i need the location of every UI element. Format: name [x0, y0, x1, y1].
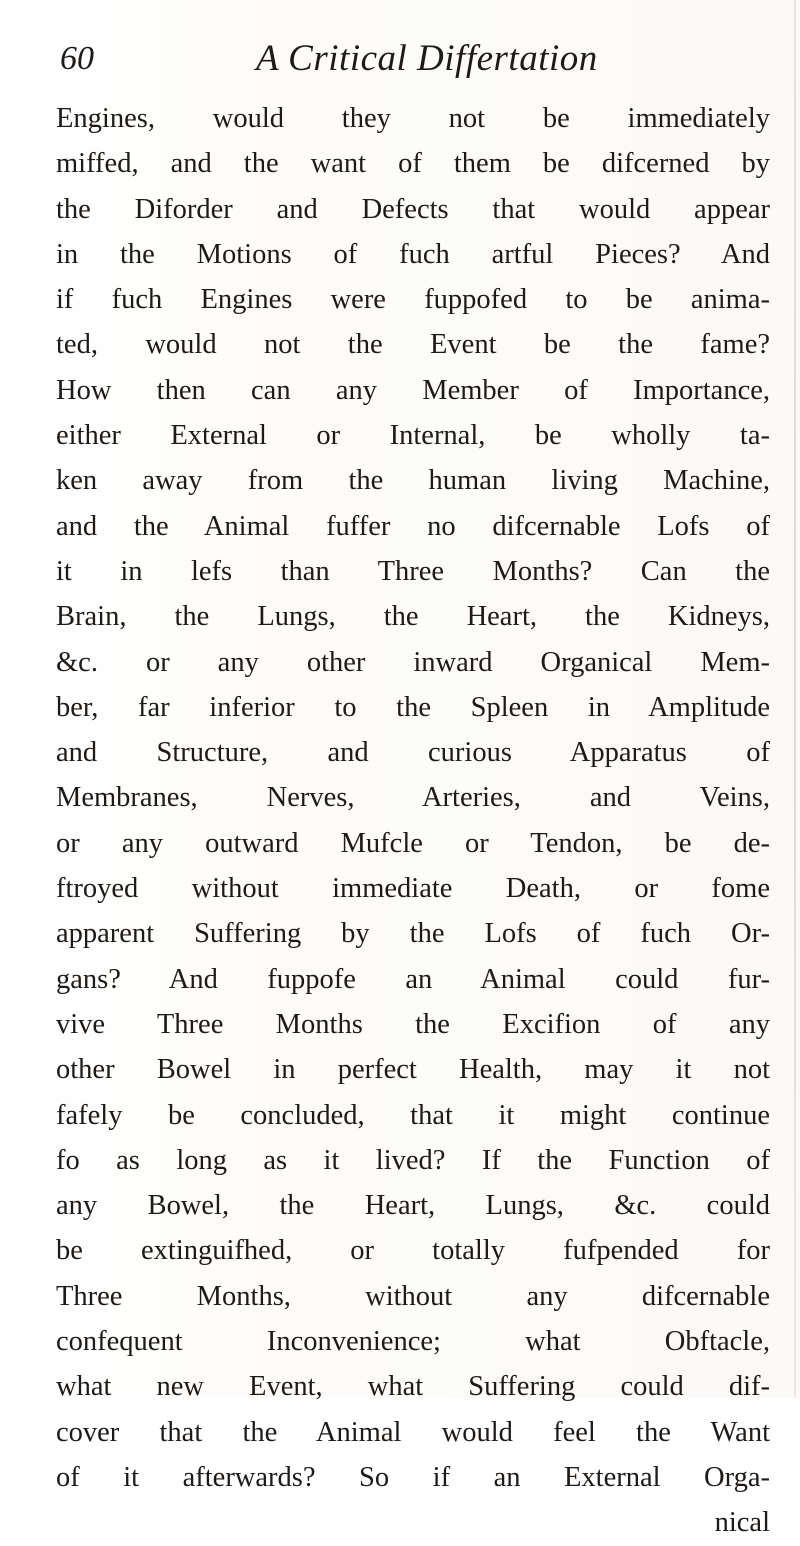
text-line: cover that the Animal would feel the Want: [56, 1416, 770, 1448]
page-header: [60, 34, 760, 84]
text-line: Membranes, Nerves, Arteries, and Veins,: [56, 782, 770, 814]
body-text: [56, 96, 770, 1546]
text-line: Engines, would they not be immediately: [56, 103, 770, 134]
page-number: 60: [60, 40, 94, 77]
text-line: of it afterwards? So if an External Orga-: [56, 1461, 770, 1493]
running-title: A Critical Differtation: [256, 38, 598, 79]
text-line: be extinguifhed, or totally fufpended for: [56, 1235, 770, 1267]
text-line: any Bowel, the Heart, Lungs, &c. could: [56, 1190, 770, 1222]
text-line: miffed, and the want of them be difcerned by: [56, 148, 770, 180]
text-line: ted, would not the Event be the fame?: [56, 329, 770, 361]
text-line: and the Animal fuffer no difcernable Lofs of: [56, 510, 770, 542]
text-line: Brain, the Lungs, the Heart, the Kidneys,: [56, 601, 770, 633]
text-line: confequent Inconvenience; what Obftacle,: [56, 1326, 770, 1358]
text-line: and Structure, and curious Apparatus of: [56, 737, 770, 769]
text-line: Three Months, without any difcernable: [56, 1280, 770, 1312]
text-line: either External or Internal, be wholly ta-: [56, 420, 770, 452]
text-line: fo as long as it lived? If the Function of: [56, 1144, 770, 1176]
text-line: apparent Suffering by the Lofs of fuch Or-: [56, 918, 770, 950]
text-line: the Diforder and Defects that would appear: [56, 193, 770, 225]
text-line: fafely be concluded, that it might continue: [56, 1099, 770, 1131]
text-line: if fuch Engines were fuppofed to be anima-: [56, 284, 770, 316]
text-line: vive Three Months the Excifion of any: [56, 1008, 770, 1040]
text-line: How then can any Member of Importance,: [56, 374, 770, 406]
text-line: nical: [714, 1507, 770, 1539]
text-line: what new Event, what Suffering could dif-: [56, 1371, 770, 1403]
text-line: &c. or any other inward Organical Mem-: [56, 646, 770, 678]
text-line: it in lefs than Three Months? Can the: [56, 555, 770, 587]
text-line: ber, far inferior to the Spleen in Amplitude: [56, 691, 770, 723]
text-line: ken away from the human living Machine,: [56, 465, 770, 497]
text-line: other Bowel in perfect Health, may it not: [56, 1054, 770, 1086]
text-line: gans? And fuppofe an Animal could fur-: [56, 963, 770, 995]
text-line: or any outward Mufcle or Tendon, be de-: [56, 827, 770, 859]
page-edge: [794, 0, 796, 1398]
text-line: ftroyed without immediate Death, or fome: [56, 873, 770, 905]
text-line: in the Motions of fuch artful Pieces? And: [56, 238, 770, 270]
